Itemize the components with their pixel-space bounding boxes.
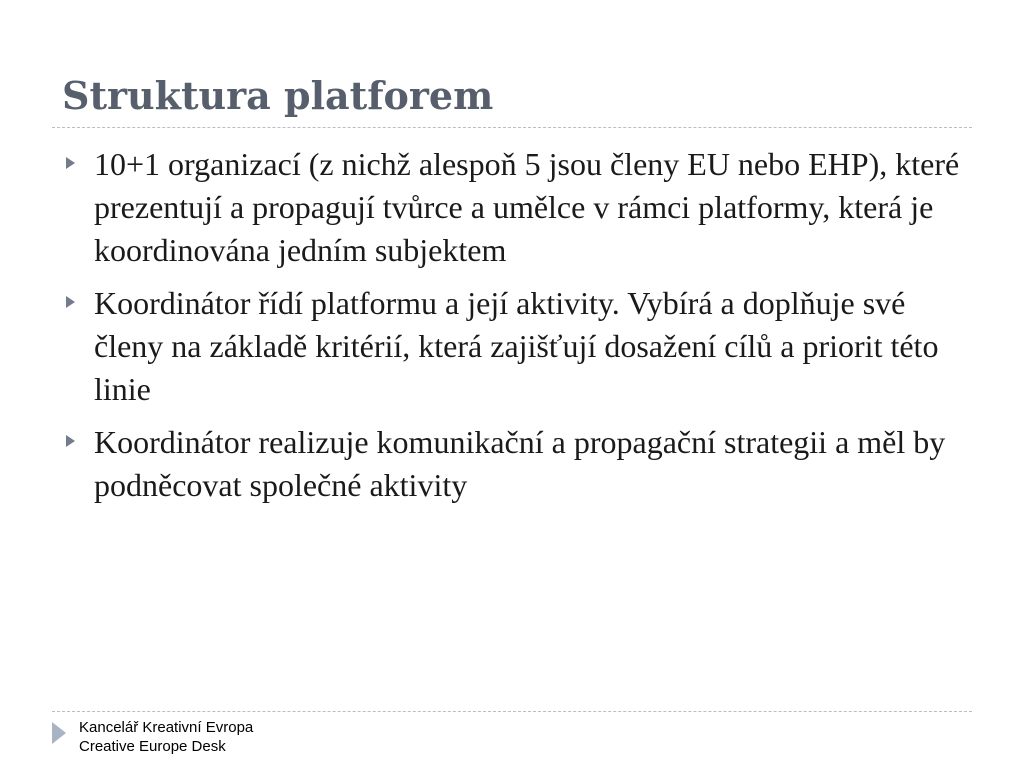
title-divider xyxy=(52,127,972,128)
footer-line-2: Creative Europe Desk xyxy=(79,738,226,755)
bullet-item xyxy=(62,282,972,411)
bullet-item xyxy=(62,143,972,272)
footer-divider xyxy=(52,711,972,712)
slide-title: Struktura platforem xyxy=(62,73,494,118)
footer-line-1: Kancelář Kreativní Evropa xyxy=(79,719,254,736)
triangle-bullet-icon xyxy=(66,435,75,447)
triangle-bullet-icon xyxy=(66,157,75,169)
triangle-bullet-icon xyxy=(66,296,75,308)
footer-text xyxy=(79,718,253,756)
bullet-text: 10+1 organizací (z nichž alespoň 5 jsou členy EU nebo EHP), které prezentují a propagují tvůrce a umělce v rámci platformy, která je koordinována jedním subjektem xyxy=(94,146,960,268)
bullet-list xyxy=(62,143,972,517)
bullet-text: Koordinátor realizuje komunikační a propagační strategii a měl by podněcovat společné aktivity xyxy=(94,424,946,503)
bullet-item xyxy=(62,421,972,507)
bullet-text: Koordinátor řídí platformu a její aktivity. Vybírá a doplňuje své členy na základě kritérií, která zajišťují dosažení cílů a priorit této linie xyxy=(94,285,939,407)
footer-arrow-icon xyxy=(52,722,66,744)
